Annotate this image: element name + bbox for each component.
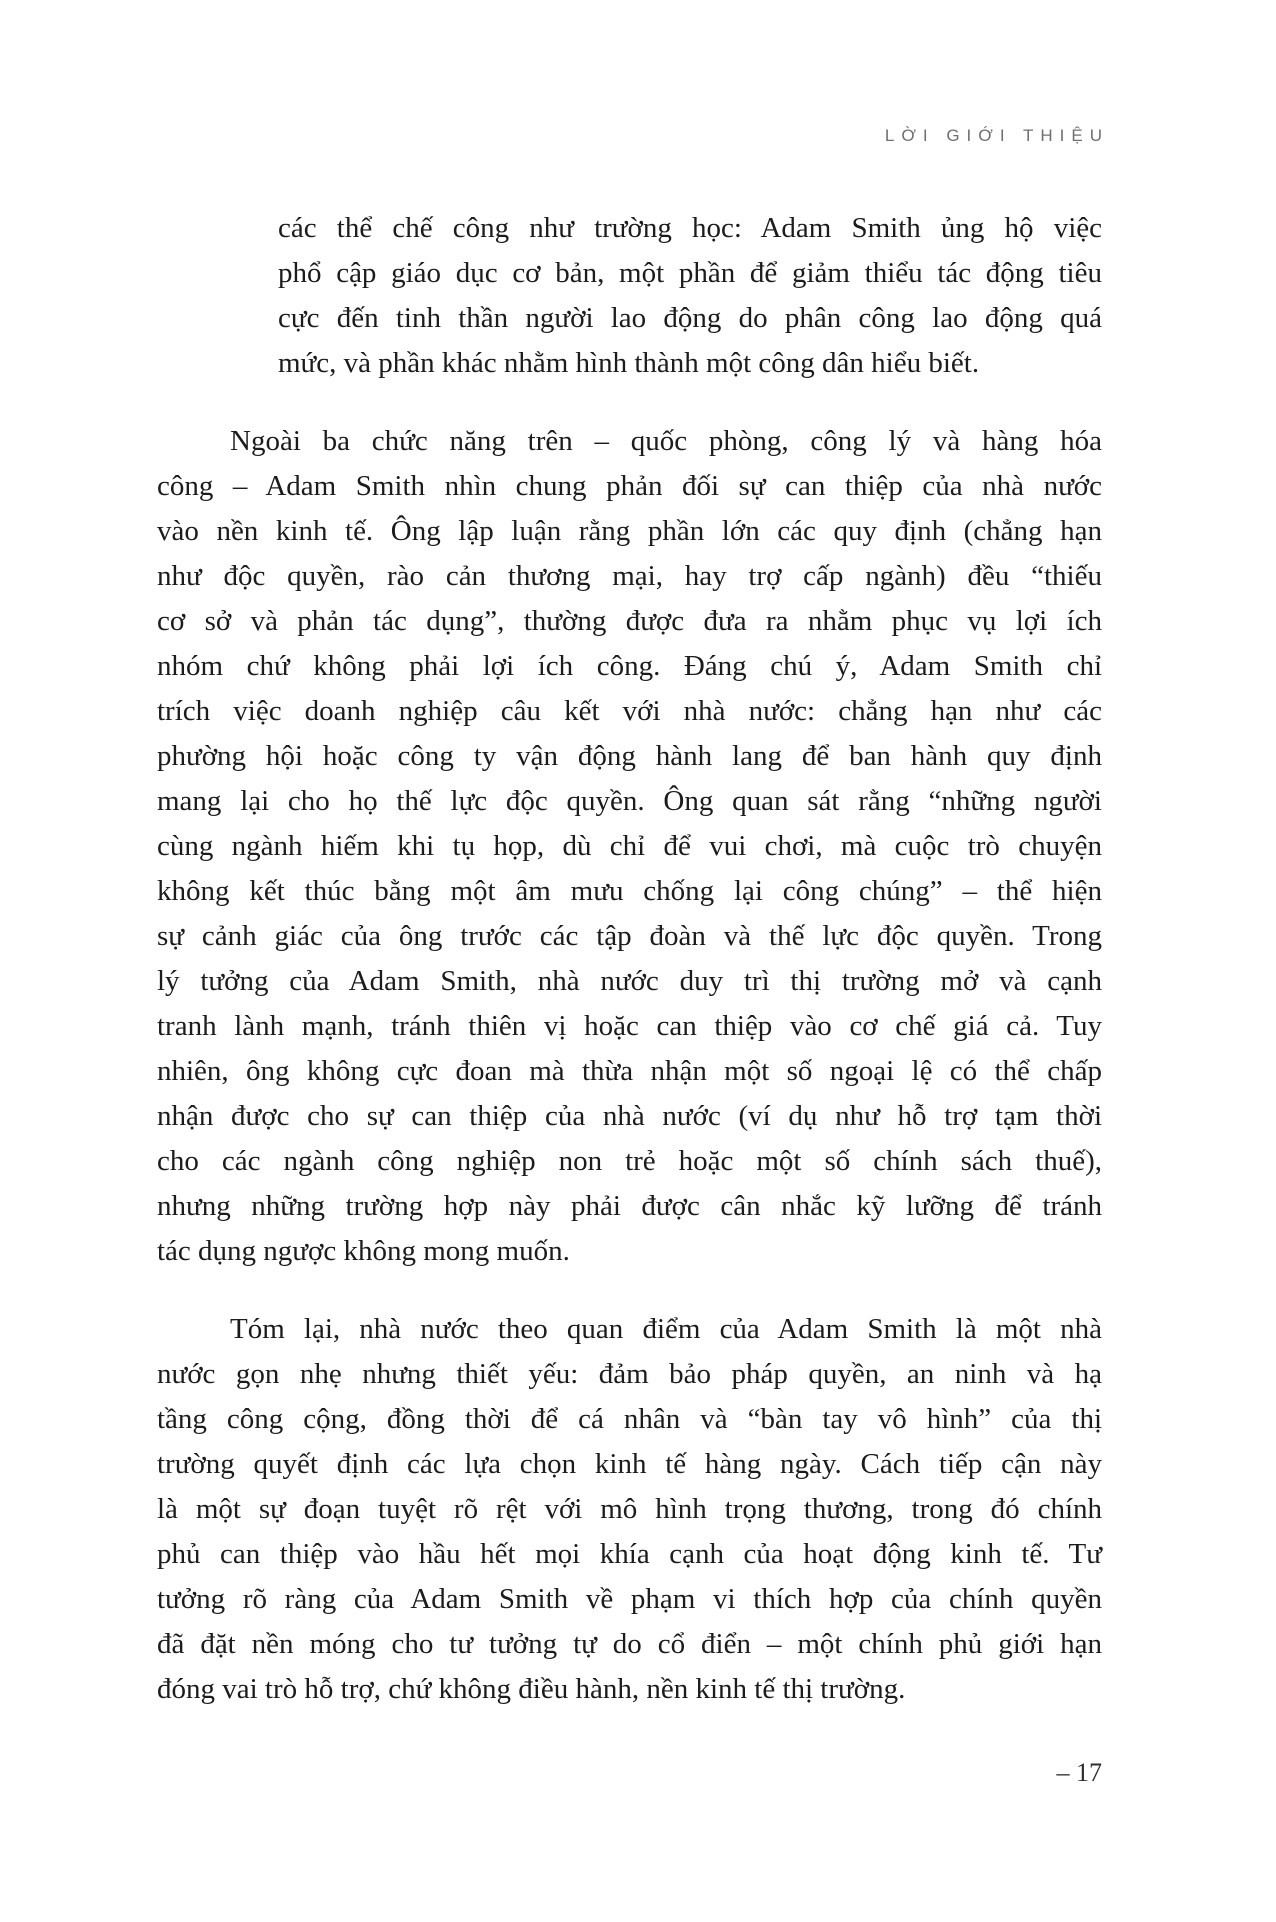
- text-line: đóng vai trò hỗ trợ, chứ không điều hành, nền kinh tế thị trường.: [157, 1673, 906, 1705]
- text-line: các thể chế công như trường học: Adam Smith ủng hộ việc: [278, 212, 1102, 244]
- text-line: vào nền kinh tế. Ông lập luận rằng phần lớn các quy định (chẳng hạn: [157, 515, 1102, 547]
- text-line: tác dụng ngược không mong muốn.: [157, 1235, 570, 1267]
- text-line: trích việc doanh nghiệp câu kết với nhà nước: chẳng hạn như các: [157, 695, 1102, 727]
- text-line: nước gọn nhẹ nhưng thiết yếu: đảm bảo pháp quyền, an ninh và hạ: [157, 1358, 1102, 1390]
- page-number: – 17: [1056, 1758, 1102, 1787]
- page-body-text: [157, 206, 1102, 1712]
- text-line: phường hội hoặc công ty vận động hành lang để ban hành quy định: [157, 740, 1102, 772]
- running-header-title: LỜI GIỚI THIỆU: [884, 126, 1109, 145]
- paragraph: [157, 1307, 1102, 1712]
- text-line: phủ can thiệp vào hầu hết mọi khía cạnh của hoạt động kinh tế. Tư: [157, 1538, 1102, 1570]
- paragraph: [157, 419, 1102, 1274]
- text-line: mức, và phần khác nhằm hình thành một công dân hiểu biết.: [278, 347, 980, 379]
- text-line: như độc quyền, rào cản thương mại, hay trợ cấp ngành) đều “thiếu: [157, 560, 1102, 592]
- text-line: lý tưởng của Adam Smith, nhà nước duy trì thị trường mở và cạnh: [157, 965, 1102, 997]
- text-line: tưởng rõ ràng của Adam Smith về phạm vi thích hợp của chính quyền: [157, 1583, 1102, 1615]
- text-line: mang lại cho họ thế lực độc quyền. Ông quan sát rằng “những người: [157, 785, 1102, 817]
- text-line: nhiên, ông không cực đoan mà thừa nhận một số ngoại lệ có thể chấp: [157, 1055, 1102, 1087]
- text-line: nhận được cho sự can thiệp của nhà nước (ví dụ như hỗ trợ tạm thời: [157, 1100, 1102, 1132]
- text-line: công – Adam Smith nhìn chung phản đối sự can thiệp của nhà nước: [157, 470, 1102, 502]
- text-line: Ngoài ba chức năng trên – quốc phòng, công lý và hàng hóa: [230, 425, 1102, 457]
- text-line: cho các ngành công nghiệp non trẻ hoặc một số chính sách thuế),: [157, 1145, 1102, 1177]
- text-line: sự cảnh giác của ông trước các tập đoàn và thế lực độc quyền. Trong: [157, 920, 1102, 952]
- text-line: là một sự đoạn tuyệt rõ rệt với mô hình trọng thương, trong đó chính: [157, 1493, 1102, 1525]
- text-line: trường quyết định các lựa chọn kinh tế hàng ngày. Cách tiếp cận này: [157, 1448, 1102, 1480]
- text-line: cực đến tinh thần người lao động do phân công lao động quá: [278, 302, 1102, 334]
- text-line: không kết thúc bằng một âm mưu chống lại công chúng” – thể hiện: [157, 875, 1102, 907]
- text-line: cơ sở và phản tác dụng”, thường được đưa ra nhằm phục vụ lợi ích: [157, 605, 1102, 637]
- text-line: phổ cập giáo dục cơ bản, một phần để giảm thiểu tác động tiêu: [278, 257, 1102, 289]
- text-line: tầng công cộng, đồng thời để cá nhân và “bàn tay vô hình” của thị: [157, 1403, 1102, 1435]
- text-line: cùng ngành hiếm khi tụ họp, dù chỉ để vui chơi, mà cuộc trò chuyện: [157, 830, 1102, 862]
- text-line: đã đặt nền móng cho tư tưởng tự do cổ điển – một chính phủ giới hạn: [157, 1628, 1102, 1660]
- text-line: tranh lành mạnh, tránh thiên vị hoặc can thiệp vào cơ chế giá cả. Tuy: [157, 1010, 1102, 1042]
- text-line: Tóm lại, nhà nước theo quan điểm của Adam Smith là một nhà: [230, 1313, 1102, 1345]
- text-line: nhóm chứ không phải lợi ích công. Đáng chú ý, Adam Smith chỉ: [157, 650, 1102, 682]
- paragraph: [278, 206, 1102, 386]
- text-line: nhưng những trường hợp này phải được cân nhắc kỹ lưỡng để tránh: [157, 1190, 1102, 1222]
